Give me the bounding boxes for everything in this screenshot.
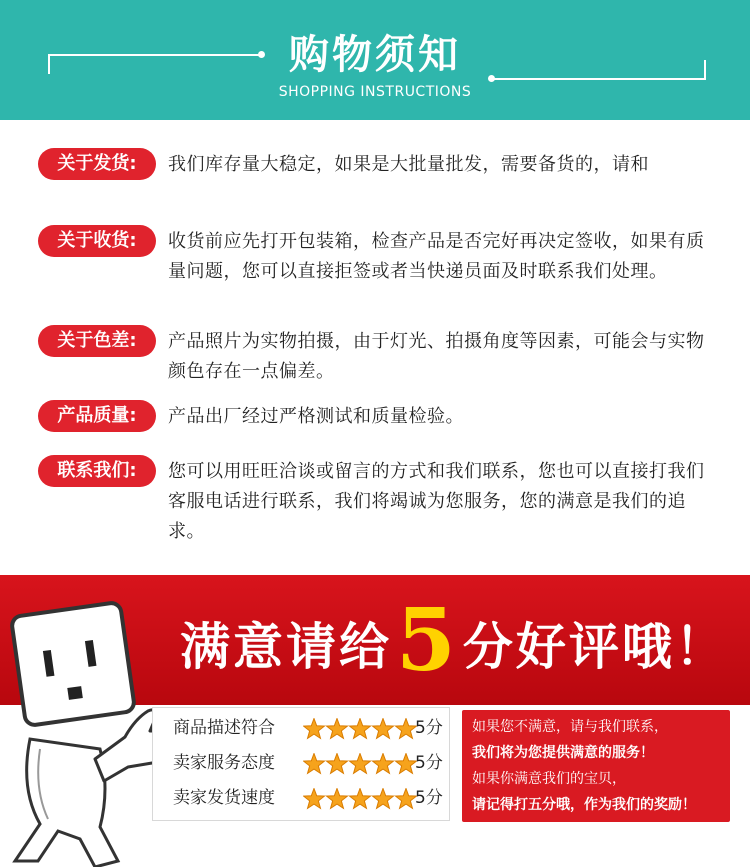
star-icon — [373, 719, 394, 739]
rating-label: 卖家发货速度 — [173, 788, 275, 808]
notice-tag: 关于发货: — [38, 148, 156, 180]
rating-row-description — [163, 713, 453, 743]
notice-contact — [38, 455, 718, 545]
satisfaction-message-box — [462, 710, 730, 822]
rating-score: 5分 — [415, 753, 443, 773]
star-icon — [373, 789, 394, 809]
star-icon — [396, 719, 417, 739]
message-line: 如果你满意我们的宝贝， — [472, 771, 626, 787]
rating-label: 商品描述符合 — [173, 718, 275, 738]
star-icon — [350, 719, 371, 739]
message-line: 请记得打五分哦，作为我们的奖励！ — [472, 797, 696, 813]
notice-text: 收货前应先打开包装箱，检查产品是否完好再决定签收，如果有质量问题，您可以直接拒签或者当快递员面及时联系我们处理。 — [168, 231, 705, 282]
banner-slogan — [180, 590, 728, 691]
star-icon — [327, 754, 348, 774]
notice-color-difference — [38, 325, 718, 385]
notice-text: 产品照片为实物拍摄，由于灯光、拍摄角度等因素，可能会与实物颜色存在一点偏差。 — [168, 331, 705, 382]
star-icon — [396, 754, 417, 774]
notice-text: 我们库存量大稳定，如果是大批量批发，需要备货的，请和 — [168, 154, 649, 175]
rating-score: 5分 — [415, 718, 443, 738]
rating-score: 5分 — [415, 788, 443, 808]
star-icon — [304, 754, 325, 774]
banner-slogan-before: 满意请给 — [180, 618, 392, 676]
star-icon — [304, 789, 325, 809]
message-line: 我们将为您提供满意的服务！ — [472, 745, 654, 761]
notice-receiving — [38, 225, 718, 315]
five-star-icon — [303, 718, 423, 740]
star-icon — [327, 719, 348, 739]
banner-slogan-after: 分好评哦！ — [462, 618, 728, 676]
notice-tag: 关于色差: — [38, 325, 156, 357]
header-divider-right — [492, 78, 706, 80]
banner-slogan-number: 5 — [396, 590, 459, 691]
header-banner — [0, 0, 750, 120]
notice-text: 您可以用旺旺洽谈或留言的方式和我们联系，您也可以直接打我们客服电话进行联系，我们将竭诚为您服务，您的满意是我们的追求。 — [168, 461, 705, 542]
star-icon — [396, 789, 417, 809]
rating-label: 卖家服务态度 — [173, 753, 275, 773]
notice-tag: 联系我们: — [38, 455, 156, 487]
message-line: 如果您不满意，请与我们联系， — [472, 719, 668, 735]
notice-quality — [38, 400, 718, 434]
review-banner — [0, 575, 750, 867]
star-icon — [304, 719, 325, 739]
star-icon — [327, 789, 348, 809]
notice-shipping — [38, 148, 718, 188]
five-star-icon — [303, 788, 423, 810]
notice-text: 产品出厂经过严格测试和质量检验。 — [168, 406, 464, 427]
five-star-icon — [303, 753, 423, 775]
rating-row-service — [163, 748, 453, 778]
page-title: 购物须知 — [289, 32, 461, 78]
rating-row-shipping-speed — [163, 783, 453, 813]
star-icon — [350, 789, 371, 809]
star-icon — [373, 754, 394, 774]
page-subtitle: SHOPPING INSTRUCTIONS — [278, 84, 472, 100]
notice-tag: 产品质量: — [38, 400, 156, 432]
star-icon — [350, 754, 371, 774]
notice-tag: 关于收货: — [38, 225, 156, 257]
rating-box — [152, 707, 450, 821]
